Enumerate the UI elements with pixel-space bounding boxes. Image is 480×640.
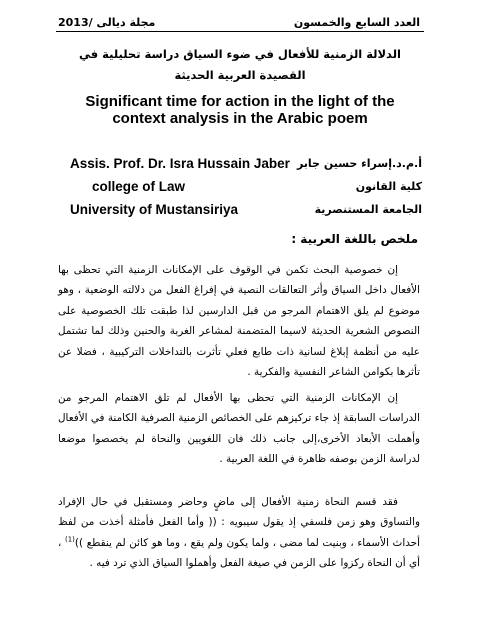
abstract-paragraph-3 [58, 492, 420, 574]
english-title: Significant time for action in the light of the context analysis in the Arabic poem [85, 93, 395, 127]
abstract-paragraph-2 [58, 388, 420, 470]
author-row-university [70, 198, 422, 221]
author-university-ar: الجامعة المستنصرية [314, 203, 422, 216]
arabic-title: الدلالة الزمنية للأفعال في ضوء السياق دراسة تحليلية في القصيدة العربية الحديثة [79, 47, 401, 82]
abstract-paragraph-1-text: إن خصوصية البحث تكمن في الوقوف على الإمكانات الزمنية التي تحظى بها الأفعال داخل السياق وأثر التعالقات النصية في إفراغ الفعل من دلالته الوضعية ، وهو موضوع لم يلق الاهتمام المرجو من قبل الدارسين لذا طبقت تلك الخصوصية على النصوص الشعرية الحديثة لاسيما المتضمنة لمشاعر الغربة والحنين وذلك لما تشتمل عليه من أنظمة إبلاغ لسانية ذات طابع فعلي تأثرت بالتداخلات التركيبية ، فضلا عن تأثرها بكوامن الشاعر النفسية والفكرية . [58, 264, 420, 379]
journal-name-year: مجلة ديالى /2013 [58, 15, 156, 29]
running-header [58, 12, 420, 32]
author-row-name [70, 152, 422, 175]
author-row-college [70, 175, 422, 198]
footnote-marker: (1) [64, 535, 75, 544]
author-name-ar: أ.م.د.إسراء حسين جابر [296, 157, 422, 170]
abstract-paragraph-3-text-a: فقد قسم النحاة زمنية الأفعال إلى ماضٍ وحاضر ومستقبل في حال الإفراد والتساوق وهو زمن فلسفي إذ يقول سيبويه : (( وأما الفعل فأمثلة أخذت من لفظ أحداث الأسماء ، وبنيت لما مضى ، ولما يكون ولم يقع ، وما هو كائن لم ينقطع )) [58, 496, 420, 549]
abstract-paragraph-2-text: إن الإمكانات الزمنية التي تحظى بها الأفعال لم تلق الاهتمام المرجو من الدراسات السابقة إذ جاء تركيزهم على الخصائص الزمنية الصرفية الكامنة في الأفعال وأهملت الأبعاد الأخرى،إلى جانب ذلك فان اللغويين والنحاة لم يخصصوا موضعا لدراسة الزمن بوصفه ظاهرة في اللغة العربية . [58, 392, 420, 466]
abstract-paragraph-1 [58, 260, 420, 382]
abstract-paragraph-3-text-b: ، أي أن النحاة ركزوا على الزمن في صيغة الفعل وأهملوا السياق الذي ترد فيه . [58, 536, 420, 570]
author-university-en: University of Mustansiriya [70, 202, 239, 217]
author-block [70, 152, 422, 221]
author-college-ar: كلية القانون [355, 180, 422, 193]
journal-issue: العدد السابع والخمسون [293, 15, 420, 29]
abstract-heading: ملخص باللغة العربية : [291, 232, 418, 246]
author-name-en: Assis. Prof. Dr. Isra Hussain Jaber [70, 156, 290, 171]
header-rule [56, 31, 424, 32]
author-college-en: college of Law [92, 179, 186, 194]
